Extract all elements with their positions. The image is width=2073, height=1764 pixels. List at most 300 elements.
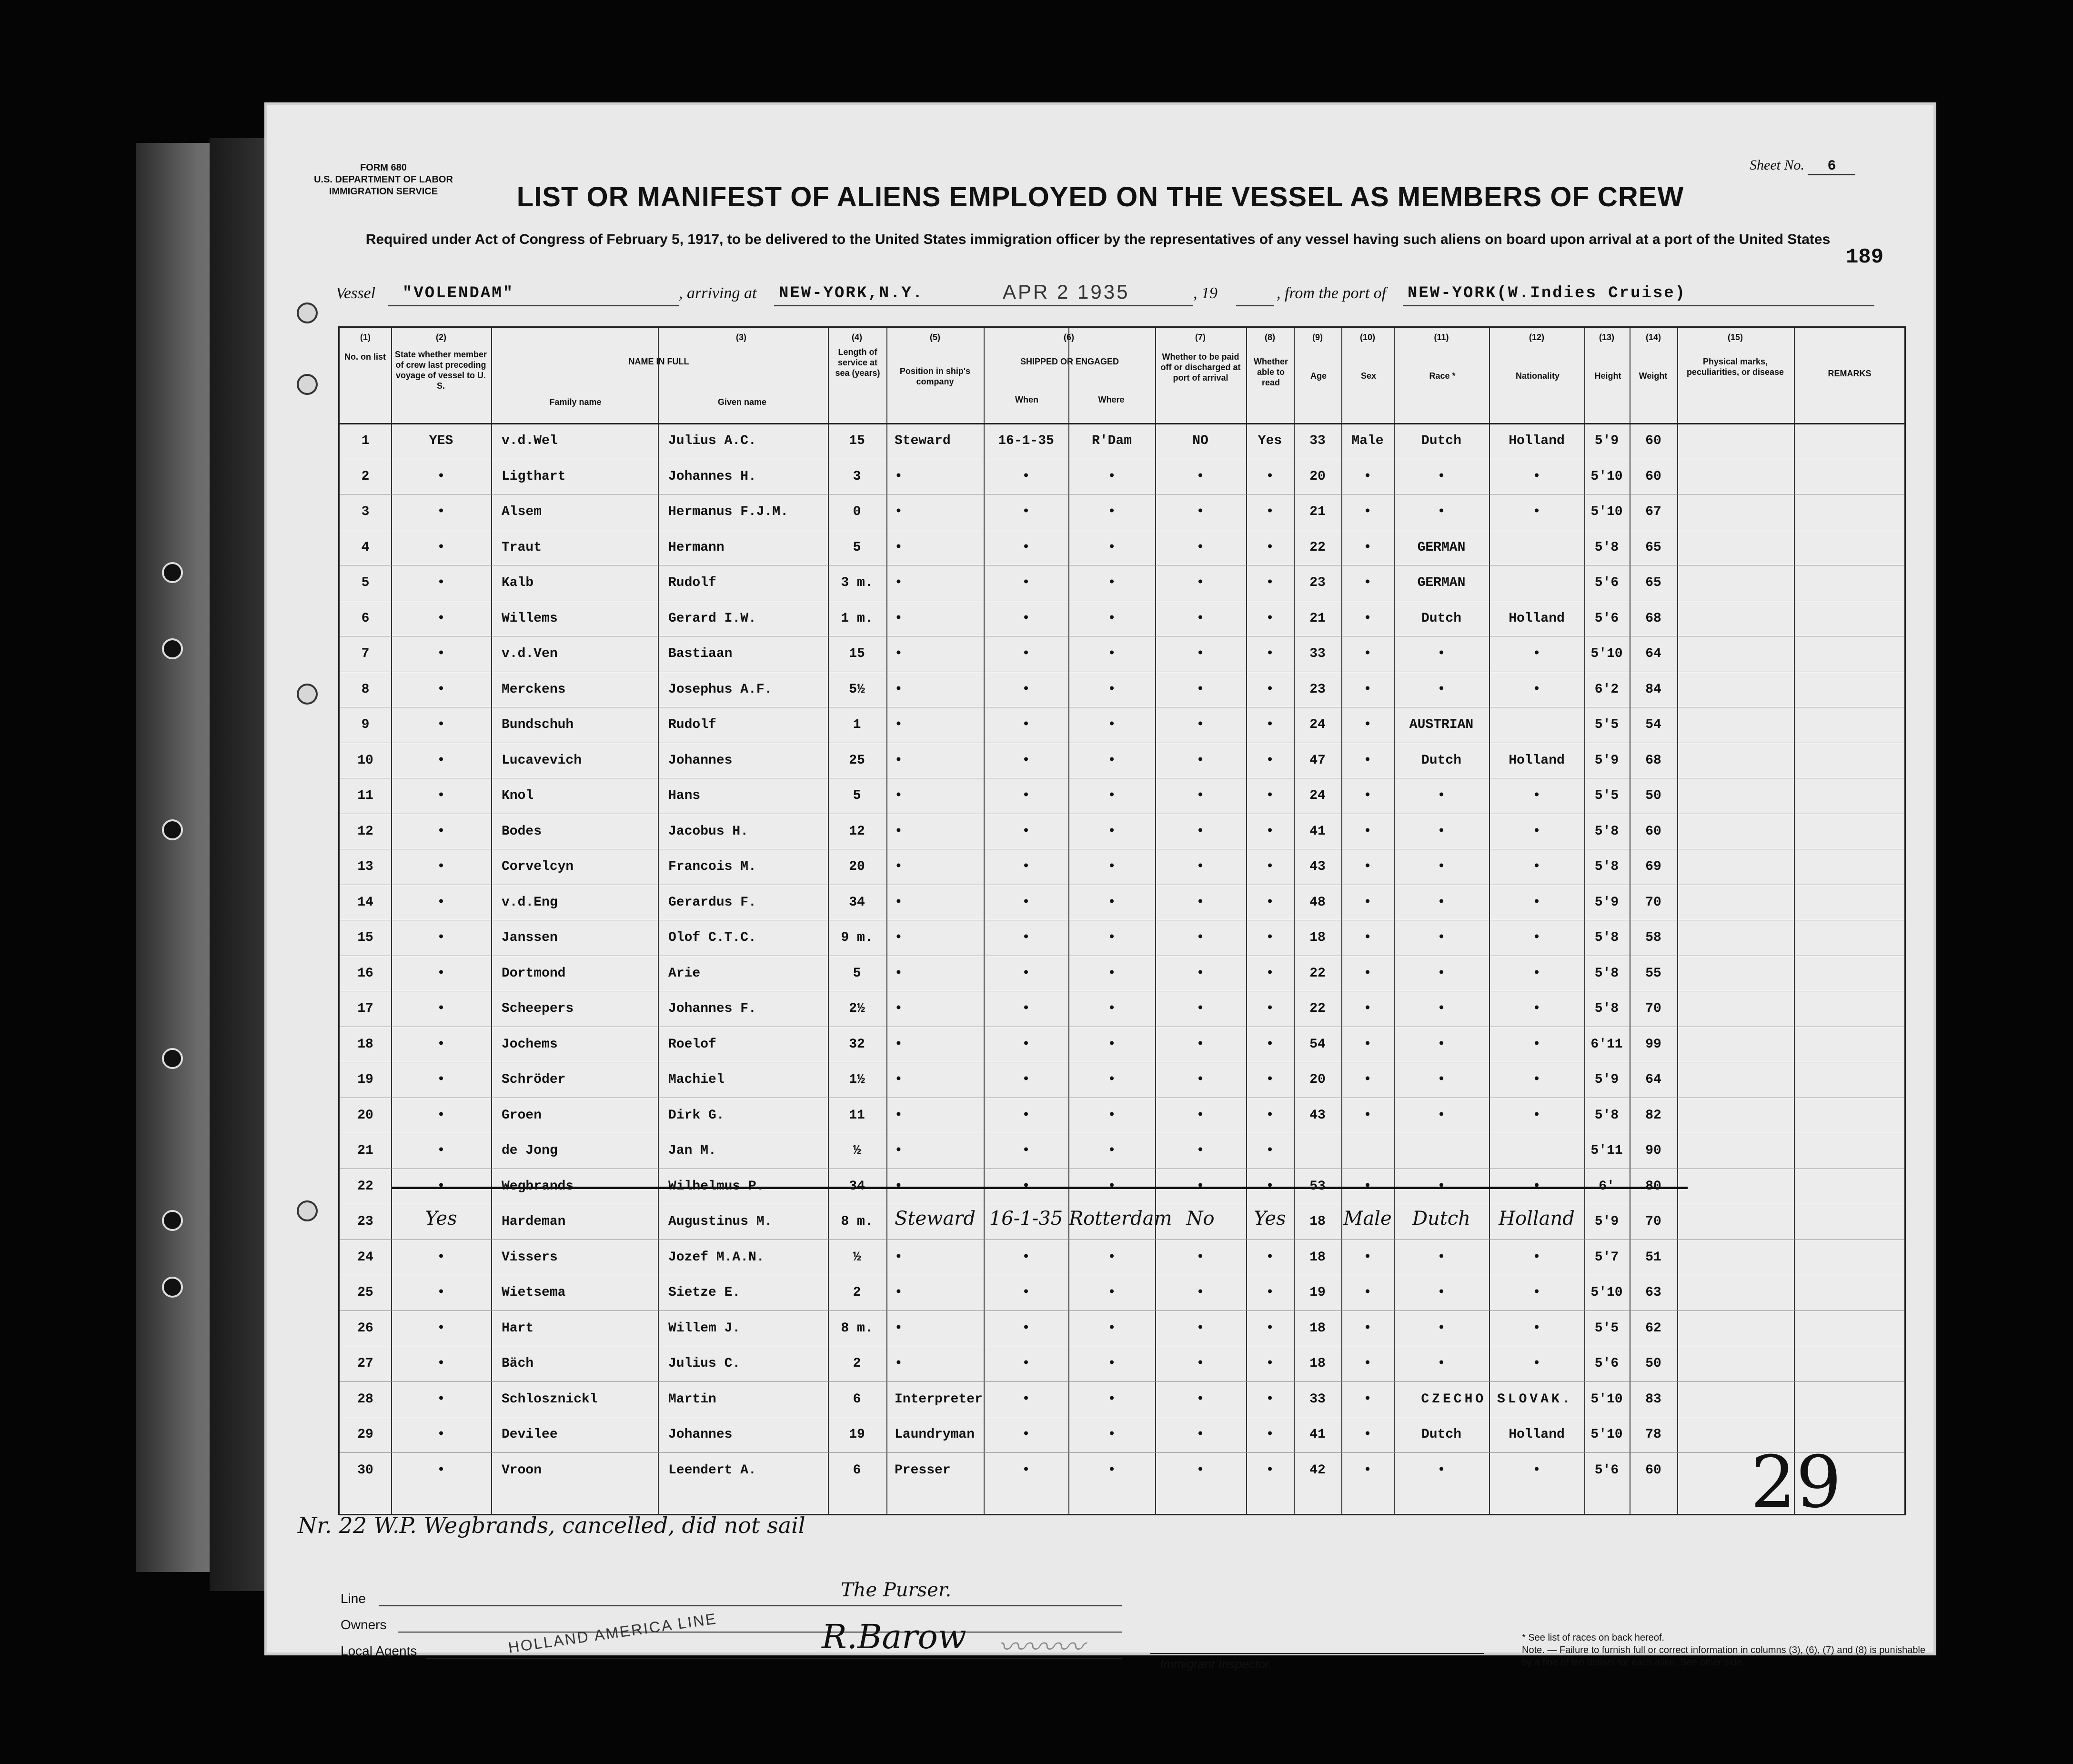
cell-when: • bbox=[1022, 1391, 1030, 1407]
cell-position: • bbox=[895, 1356, 903, 1371]
cell-read: • bbox=[1266, 824, 1274, 839]
cell-read: • bbox=[1266, 1179, 1274, 1194]
cell-height: 5'6 bbox=[1594, 1356, 1619, 1371]
cell-position: Laundryman bbox=[895, 1427, 975, 1442]
cell-family: v.d.Ven bbox=[502, 646, 558, 661]
header-age: Age bbox=[1310, 371, 1327, 381]
cell-sex: Male bbox=[1351, 433, 1384, 448]
cell-age: 18 bbox=[1309, 1320, 1326, 1336]
cell-nat: • bbox=[1532, 895, 1541, 910]
header-nationality: Nationality bbox=[1515, 371, 1560, 381]
cell-when: • bbox=[1022, 1001, 1030, 1016]
binder-hole bbox=[162, 638, 183, 659]
row-divider bbox=[340, 1381, 1904, 1382]
cell-sex: • bbox=[1363, 1250, 1372, 1265]
cell-family: Devilee bbox=[502, 1427, 558, 1442]
cell-age: 18 bbox=[1309, 1214, 1326, 1229]
cell-read: • bbox=[1266, 575, 1274, 590]
cell-given: Johannes bbox=[668, 1427, 733, 1442]
cell-read: • bbox=[1266, 930, 1274, 945]
cell-service: 3 bbox=[853, 469, 861, 484]
header-physical-marks: Physical marks, peculiarities, or disease bbox=[1686, 357, 1784, 377]
binder-hole bbox=[297, 374, 318, 395]
column-number: (5) bbox=[930, 333, 940, 342]
cell-read: • bbox=[1266, 646, 1274, 661]
header-sex: Sex bbox=[1360, 371, 1377, 381]
sheet-label: Sheet No. bbox=[1750, 157, 1804, 173]
cell-race: • bbox=[1437, 469, 1446, 484]
cell-no: 27 bbox=[357, 1356, 373, 1371]
cell-service: 2 bbox=[853, 1285, 861, 1300]
cell-no: 2 bbox=[361, 469, 370, 484]
cell-crew: • bbox=[437, 504, 445, 519]
binder-hole bbox=[162, 1210, 183, 1231]
cell-paid: • bbox=[1196, 1108, 1205, 1123]
cell-nat: • bbox=[1532, 1001, 1541, 1016]
cell-position: • bbox=[895, 1285, 903, 1300]
cell-paid: • bbox=[1196, 540, 1205, 555]
cell-read: • bbox=[1266, 682, 1274, 697]
cell-age: 22 bbox=[1309, 540, 1326, 555]
cell-race: • bbox=[1437, 1037, 1446, 1052]
cell-nat: • bbox=[1532, 966, 1541, 981]
cell-position: • bbox=[895, 1037, 903, 1052]
cell-family: Jochems bbox=[502, 1037, 558, 1052]
cell-crew: • bbox=[437, 540, 445, 555]
cell-crew: Yes bbox=[425, 1208, 457, 1230]
cell-race: • bbox=[1437, 682, 1446, 697]
cell-paid: • bbox=[1196, 1143, 1205, 1158]
cell-when: • bbox=[1022, 1427, 1030, 1442]
cell-height: 5'8 bbox=[1594, 966, 1619, 981]
cell-read: • bbox=[1266, 469, 1274, 484]
cell-position: • bbox=[895, 1143, 903, 1158]
cell-service: 1½ bbox=[849, 1072, 865, 1087]
cell-read: Yes bbox=[1258, 433, 1282, 448]
cell-no: 22 bbox=[357, 1179, 373, 1194]
cell-where: • bbox=[1107, 1037, 1116, 1052]
cell-age: 24 bbox=[1309, 788, 1326, 803]
cell-race: Dutch bbox=[1412, 1208, 1471, 1230]
cell-sex: • bbox=[1363, 1391, 1372, 1407]
cell-sex: • bbox=[1363, 575, 1372, 590]
cell-paid: • bbox=[1196, 1427, 1205, 1442]
cancellation-note: Nr. 22 W.P. Wegbrands, cancelled, did not sail bbox=[298, 1512, 805, 1538]
cell-position: • bbox=[895, 469, 903, 484]
cell-position: • bbox=[895, 788, 903, 803]
cell-crew: YES bbox=[429, 433, 453, 448]
cell-height: 5'9 bbox=[1594, 1072, 1619, 1087]
cell-age: 18 bbox=[1309, 930, 1326, 945]
cell-paid: • bbox=[1196, 717, 1205, 732]
cell-when: • bbox=[1022, 469, 1030, 484]
cell-no: 19 bbox=[357, 1072, 373, 1087]
cell-family: v.d.Wel bbox=[502, 433, 558, 448]
cell-height: 5'8 bbox=[1594, 859, 1619, 874]
cell-position: • bbox=[895, 753, 903, 768]
total-count: 29 bbox=[1751, 1441, 1842, 1524]
cell-crew: • bbox=[437, 753, 445, 768]
cell-age: 20 bbox=[1309, 1072, 1326, 1087]
cell-sex: • bbox=[1363, 1001, 1372, 1016]
cell-crew: • bbox=[437, 930, 445, 945]
cell-where: • bbox=[1107, 788, 1116, 803]
column-number: (3) bbox=[736, 333, 746, 342]
cell-given: Roelof bbox=[668, 1037, 716, 1052]
cell-nat: • bbox=[1532, 1108, 1541, 1123]
cell-crew: • bbox=[437, 717, 445, 732]
cell-nat: • bbox=[1532, 1250, 1541, 1265]
cell-given: Hermann bbox=[668, 540, 725, 555]
cell-service: 12 bbox=[849, 824, 865, 839]
cell-race: • bbox=[1437, 788, 1446, 803]
cell-sex: • bbox=[1363, 1285, 1372, 1300]
column-number: (4) bbox=[852, 333, 862, 342]
cell-service: 0 bbox=[853, 504, 861, 519]
cell-sex: • bbox=[1363, 966, 1372, 981]
cell-crew: • bbox=[437, 611, 445, 626]
header-no-on-list: No. on list bbox=[344, 352, 386, 362]
cell-position: • bbox=[895, 540, 903, 555]
cell-age: 23 bbox=[1309, 575, 1326, 590]
cell-weight: 84 bbox=[1645, 682, 1661, 697]
cell-paid: • bbox=[1196, 859, 1205, 874]
form-number: FORM 680 bbox=[360, 162, 407, 173]
cell-family: Schlosznickl bbox=[502, 1391, 598, 1407]
cell-no: 6 bbox=[361, 611, 370, 626]
footnote-races: * See list of races on back hereof. bbox=[1522, 1633, 1665, 1643]
cell-where: • bbox=[1107, 575, 1116, 590]
cell-family: v.d.Eng bbox=[502, 895, 558, 910]
cell-height: 5'5 bbox=[1594, 717, 1619, 732]
cell-read: • bbox=[1266, 753, 1274, 768]
cell-when: • bbox=[1022, 1143, 1030, 1158]
cell-sex: • bbox=[1363, 1108, 1372, 1123]
cell-paid: • bbox=[1196, 1037, 1205, 1052]
cell-given: Johannes bbox=[668, 753, 733, 768]
cell-sex: • bbox=[1363, 1072, 1372, 1087]
cell-height: 5'10 bbox=[1590, 504, 1623, 519]
cell-race: • bbox=[1437, 1356, 1446, 1371]
cell-weight: 69 bbox=[1645, 859, 1661, 874]
cell-nat: • bbox=[1532, 1285, 1541, 1300]
cell-sex: • bbox=[1363, 1462, 1372, 1478]
cell-height: 5'9 bbox=[1594, 753, 1619, 768]
cell-paid: • bbox=[1196, 753, 1205, 768]
cell-sex: • bbox=[1363, 1037, 1372, 1052]
column-number: (11) bbox=[1434, 333, 1449, 342]
cell-crew: • bbox=[437, 1179, 445, 1194]
cell-age: 43 bbox=[1309, 859, 1326, 874]
cell-when: • bbox=[1022, 1250, 1030, 1265]
cell-sex: • bbox=[1363, 788, 1372, 803]
cell-sex: • bbox=[1363, 1427, 1372, 1442]
header-able-read: Whether able to read bbox=[1254, 357, 1288, 387]
cell-when: • bbox=[1022, 504, 1030, 519]
cell-when: • bbox=[1022, 611, 1030, 626]
cell-given: Rudolf bbox=[668, 717, 716, 732]
cell-service: 8 m. bbox=[841, 1320, 873, 1336]
cell-height: 5'9 bbox=[1594, 433, 1619, 448]
cell-no: 15 bbox=[357, 930, 373, 945]
cell-given: Jan M. bbox=[668, 1143, 716, 1158]
cell-where: • bbox=[1107, 717, 1116, 732]
cell-where: • bbox=[1107, 504, 1116, 519]
immigrant-inspector-label: Immigrant Inspector. bbox=[1160, 1657, 1273, 1671]
cell-height: 5'10 bbox=[1590, 1391, 1623, 1407]
cell-sex: • bbox=[1363, 504, 1372, 519]
cell-paid: NO bbox=[1192, 433, 1208, 448]
cell-age: 21 bbox=[1309, 504, 1326, 519]
arriving-label: , arriving at bbox=[679, 284, 757, 302]
cell-no: 11 bbox=[357, 788, 373, 803]
binder-hole bbox=[162, 819, 183, 840]
from-port: NEW-YORK(W.Indies Cruise) bbox=[1408, 284, 1687, 302]
cell-service: 1 bbox=[853, 717, 861, 732]
cell-read: • bbox=[1266, 788, 1274, 803]
cell-read: • bbox=[1266, 895, 1274, 910]
cell-family: Vroon bbox=[502, 1462, 542, 1478]
cell-service: 32 bbox=[849, 1037, 865, 1052]
cell-where: • bbox=[1107, 1320, 1116, 1336]
cell-when: • bbox=[1022, 717, 1030, 732]
strike-through-line bbox=[392, 1187, 1688, 1189]
cell-paid: No bbox=[1186, 1208, 1215, 1230]
cell-service: 34 bbox=[849, 895, 865, 910]
cell-height: 5'6 bbox=[1594, 1462, 1619, 1478]
cell-read: • bbox=[1266, 966, 1274, 981]
cell-race: • bbox=[1437, 646, 1446, 661]
cell-where: • bbox=[1107, 824, 1116, 839]
owners-label: Owners bbox=[341, 1617, 387, 1632]
cell-crew: • bbox=[437, 1391, 445, 1407]
cell-where: • bbox=[1107, 540, 1116, 555]
cell-no: 21 bbox=[357, 1143, 373, 1158]
cell-nat: • bbox=[1532, 646, 1541, 661]
cell-service: ½ bbox=[853, 1250, 861, 1265]
cell-when: • bbox=[1022, 540, 1030, 555]
cell-where: Rotterdam bbox=[1069, 1208, 1172, 1230]
cell-position: • bbox=[895, 895, 903, 910]
cell-when: • bbox=[1022, 753, 1030, 768]
cell-weight: 58 bbox=[1645, 930, 1661, 945]
cell-race: • bbox=[1437, 930, 1446, 945]
cell-race: CZECHO SLOVAK. bbox=[1421, 1391, 1573, 1407]
cell-no: 18 bbox=[357, 1037, 373, 1052]
cell-no: 30 bbox=[357, 1462, 373, 1478]
cell-where: • bbox=[1107, 753, 1116, 768]
cell-given: Josephus A.F. bbox=[668, 682, 773, 697]
cell-crew: • bbox=[437, 1320, 445, 1336]
cell-when: • bbox=[1022, 895, 1030, 910]
cell-position: • bbox=[895, 1179, 903, 1194]
cell-no: 8 bbox=[361, 682, 370, 697]
cell-when: • bbox=[1022, 824, 1030, 839]
cell-nat: Holland bbox=[1509, 753, 1565, 768]
cell-family: Schröder bbox=[502, 1072, 566, 1087]
cell-weight: 80 bbox=[1645, 1179, 1661, 1194]
cell-where: • bbox=[1107, 895, 1116, 910]
cell-service: 6 bbox=[853, 1462, 861, 1478]
cell-no: 20 bbox=[357, 1108, 373, 1123]
cell-family: Bodes bbox=[502, 824, 542, 839]
cell-family: Traut bbox=[502, 540, 542, 555]
cell-height: 5'8 bbox=[1594, 540, 1619, 555]
cell-sex: • bbox=[1363, 682, 1372, 697]
cell-nat: • bbox=[1532, 930, 1541, 945]
cell-read: • bbox=[1266, 717, 1274, 732]
cell-age: 18 bbox=[1309, 1250, 1326, 1265]
header-weight: Weight bbox=[1639, 371, 1668, 381]
cell-family: de Jong bbox=[502, 1143, 558, 1158]
cell-weight: 50 bbox=[1645, 1356, 1661, 1371]
cell-sex: • bbox=[1363, 859, 1372, 874]
cell-when: • bbox=[1022, 575, 1030, 590]
cell-crew: • bbox=[437, 682, 445, 697]
cell-nat: • bbox=[1532, 469, 1541, 484]
cell-given: Julius A.C. bbox=[668, 433, 756, 448]
cell-read: • bbox=[1266, 1037, 1274, 1052]
column-divider bbox=[491, 328, 492, 1514]
cell-position: • bbox=[895, 1250, 903, 1265]
cell-given: Johannes F. bbox=[668, 1001, 756, 1016]
purser-title: The Purser. bbox=[841, 1579, 952, 1601]
cell-where: • bbox=[1107, 646, 1116, 661]
cell-read: • bbox=[1266, 1391, 1274, 1407]
cell-sex: • bbox=[1363, 717, 1372, 732]
cell-family: Dortmond bbox=[502, 966, 566, 981]
cell-paid: • bbox=[1196, 646, 1205, 661]
cell-service: 8 m. bbox=[841, 1214, 873, 1229]
cell-family: Merckens bbox=[502, 682, 566, 697]
cell-position: • bbox=[895, 646, 903, 661]
inspector-signature: 〰〰〰 bbox=[998, 1631, 1084, 1664]
cell-family: Hardeman bbox=[502, 1214, 566, 1229]
cell-position: • bbox=[895, 1072, 903, 1087]
cell-height: 5'11 bbox=[1590, 1143, 1623, 1158]
column-number: (13) bbox=[1599, 333, 1614, 342]
cell-when: 16-1-35 bbox=[998, 433, 1054, 448]
cell-read: • bbox=[1266, 1427, 1274, 1442]
cell-no: 16 bbox=[357, 966, 373, 981]
cell-age: 18 bbox=[1309, 1356, 1326, 1371]
header-paid-off: Whether to be paid off or discharged at port of arrival bbox=[1160, 352, 1241, 383]
cell-weight: 60 bbox=[1645, 824, 1661, 839]
cell-no: 1 bbox=[361, 433, 370, 448]
cell-weight: 64 bbox=[1645, 1072, 1661, 1087]
column-divider bbox=[658, 328, 659, 1514]
cell-race: • bbox=[1437, 1250, 1446, 1265]
cell-age: 42 bbox=[1309, 1462, 1326, 1478]
column-number: (9) bbox=[1312, 333, 1323, 342]
cell-service: ½ bbox=[853, 1143, 861, 1158]
cell-crew: • bbox=[437, 966, 445, 981]
page-title: LIST OR MANIFEST OF ALIENS EMPLOYED ON THE VESSEL AS MEMBERS OF CREW bbox=[516, 181, 1684, 212]
cell-given: Leendert A. bbox=[668, 1462, 756, 1478]
cell-crew: • bbox=[437, 824, 445, 839]
cell-age: 33 bbox=[1309, 433, 1326, 448]
cell-nat: • bbox=[1532, 504, 1541, 519]
column-number: (2) bbox=[436, 333, 446, 342]
header-family-name: Family name bbox=[549, 397, 602, 407]
cell-service: 6 bbox=[853, 1391, 861, 1407]
cell-race: Dutch bbox=[1421, 611, 1461, 626]
header-when: When bbox=[1015, 395, 1038, 404]
cell-when: • bbox=[1022, 1037, 1030, 1052]
cell-race: • bbox=[1437, 1285, 1446, 1300]
page-number: 189 bbox=[1846, 245, 1884, 269]
cell-given: Hans bbox=[668, 788, 701, 803]
page-subtitle: Required under Act of Congress of February 5, 1917, to be delivered to the United States immigration officer by the representatives of any vessel having such aliens on board upon arrival at a port of the United States bbox=[365, 232, 1831, 247]
cell-when: • bbox=[1022, 930, 1030, 945]
cell-where: • bbox=[1107, 682, 1116, 697]
cell-position: • bbox=[895, 859, 903, 874]
cell-height: 5'10 bbox=[1590, 1285, 1623, 1300]
cell-nat: • bbox=[1532, 1037, 1541, 1052]
cell-paid: • bbox=[1196, 895, 1205, 910]
cell-position: • bbox=[895, 966, 903, 981]
cell-race: • bbox=[1437, 895, 1446, 910]
column-number: (12) bbox=[1529, 333, 1544, 342]
cell-service: 2½ bbox=[849, 1001, 865, 1016]
cell-sex: • bbox=[1363, 469, 1372, 484]
cell-sex: • bbox=[1363, 1356, 1372, 1371]
cell-nat: • bbox=[1532, 1072, 1541, 1087]
cell-weight: 99 bbox=[1645, 1037, 1661, 1052]
cell-position: • bbox=[895, 682, 903, 697]
cell-paid: • bbox=[1196, 469, 1205, 484]
cell-age: 54 bbox=[1309, 1037, 1326, 1052]
cell-age: 53 bbox=[1309, 1179, 1326, 1194]
cell-read: Yes bbox=[1254, 1208, 1286, 1230]
cell-where: • bbox=[1107, 1108, 1116, 1123]
cell-service: 20 bbox=[849, 859, 865, 874]
cell-no: 7 bbox=[361, 646, 370, 661]
cell-where: • bbox=[1107, 1391, 1116, 1407]
cell-crew: • bbox=[437, 1250, 445, 1265]
crew-table bbox=[338, 326, 1906, 1515]
column-number: (1) bbox=[360, 333, 371, 342]
column-number: (15) bbox=[1727, 333, 1743, 342]
cell-family: Hart bbox=[502, 1320, 534, 1336]
cell-given: Augustinus M. bbox=[668, 1214, 773, 1229]
cell-nat: • bbox=[1532, 1462, 1541, 1478]
cell-read: • bbox=[1266, 1143, 1274, 1158]
cell-service: 5½ bbox=[849, 682, 865, 697]
cell-height: 5'6 bbox=[1594, 575, 1619, 590]
binder-hole bbox=[297, 684, 318, 705]
cell-age: 24 bbox=[1309, 717, 1326, 732]
cell-height: 5'8 bbox=[1594, 930, 1619, 945]
cell-race: • bbox=[1437, 504, 1446, 519]
cell-family: Wietsema bbox=[502, 1285, 566, 1300]
cell-service: 5 bbox=[853, 966, 861, 981]
cell-family: Vissers bbox=[502, 1250, 558, 1265]
cell-weight: 65 bbox=[1645, 540, 1661, 555]
cell-where: • bbox=[1107, 1285, 1116, 1300]
header-shipped-engaged: SHIPPED OR ENGAGED bbox=[1020, 357, 1119, 366]
header-divider bbox=[340, 423, 1904, 424]
cell-read: • bbox=[1266, 540, 1274, 555]
signature-block bbox=[341, 1572, 1926, 1671]
cell-service: 34 bbox=[849, 1179, 865, 1194]
cell-age: 41 bbox=[1309, 824, 1326, 839]
cell-paid: • bbox=[1196, 611, 1205, 626]
cell-sex: • bbox=[1363, 753, 1372, 768]
cell-paid: • bbox=[1196, 504, 1205, 519]
cell-given: Dirk G. bbox=[668, 1108, 725, 1123]
cell-race: • bbox=[1437, 1179, 1446, 1194]
